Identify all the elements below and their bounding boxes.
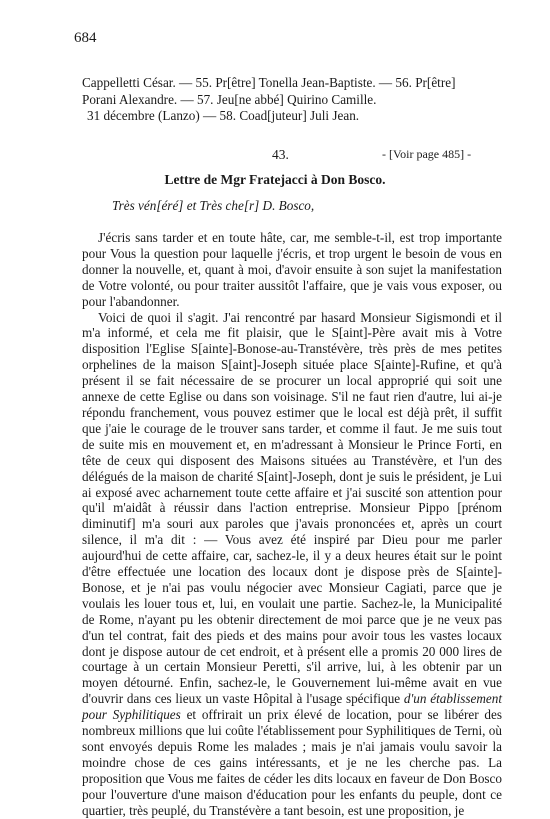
- page-number: 684: [74, 30, 97, 46]
- paragraph-text: Voici de quoi il s'agit. J'ai rencontré par hasard Monsieur Sigismondi et il m'a informé, et cela me fit plaisir, que le S[aint]-Père avait mis à Votre disposition l'Eglise S[ainte]-Bonose-au-Transtévère, très près de mes petites orphelines de la maison S[aint]-Joseph située place S[ainte]-Rufine, et qu'à présent il se fait nécessaire de se procurer un local approprié qui soit une annexe de cette Eglise ou dans son voisinage. S'il ne faut rien d'autre, lui ai-je répondu franchement, vous pouvez estimer que le local est déjà prêt, il suffit que j'aie le courage de le trouver sans tarder, et comme il faut. Je me suis tout de suite mis en mouvement et, en m'adressant à Monsieur le Prince Forti, en tête de ceux qui disposent des Maisons situées au Transtévère, et l'un des délégués de la maison de charité S[aint]-Joseph, dont je suis le président, je Lui ai exposé avec acharnement toute cette affaire et j'ai suscité son attention pour qu'il m'aidât à réussir dans l'action entreprise. Monsieur Pippo [prénom diminutif] m'a souri aux paroles que j'avais prononcées et, après un court silence, il m'a dit : — Vous avez été inspiré par Dieu pour me parler aujourd'hui de cette affaire, car, sachez-le, il y a deux heures était sur le point d'être effectuée une location des locaux dont je dispose près de S[ainte]-Bonose, et je n'ai pas voulu négocier avec Monsieur Cagiati, parce que je voulais les louer tous et, lui, en voulait une partie. Sachez-le, la Municipalité de Rome, n'ayant pu les obtenir directement de moi parce que je ne veux pas d'un tel contrat, fait des pieds et des mains pour avoir tous les vastes locaux dont je dispose autour de cet endroit, et à présent elle a promis 20 000 lires de courtage à un certain Monsieur Peretti, s'il arrive, lui, à les obtenir par un moyen détourné. Enfin, sachez-le, le Gouvernement lui-même avait en vue d'ouvrir dans ces lieux un vaste Hôpital à l'usage spécifique: [82, 309, 502, 707]
- list-line: Porani Alexandre. — 57. Jeu[ne abbé] Quirino Camille.: [82, 91, 377, 107]
- letter-body: [82, 230, 502, 819]
- paragraph: J'écris sans tarder et en toute hâte, car, me semble-t-il, est trop importante pour Vous la question pour laquelle j'écris, et trop urgent le besoin de vous en donner la nouvelle, et, quant à moi, d'avoir ensuite à son sujet la manifestation de Votre volonté, ou pour traiter aussitôt l'affaire, que je vais vous exposer, ou pour l'abandonner.: [82, 230, 502, 309]
- document-number: 43.: [272, 147, 289, 162]
- list-line: Cappelletti César. — 55. Pr[être] Tonella Jean-Baptiste. — 56. Pr[être]: [82, 75, 456, 90]
- ordination-list: [82, 75, 502, 125]
- salutation: Très vén[éré] et Très che[r] D. Bosco,: [112, 198, 315, 213]
- list-line: 31 décembre (Lanzo) — 58. Coad[juteur] Juli Jean.: [87, 108, 360, 123]
- cross-reference: - [Voir page 485] -: [382, 147, 472, 161]
- letter-title: Lettre de Mgr Fratejacci à Don Bosco.: [164, 172, 386, 187]
- paragraph: [82, 310, 502, 819]
- paragraph-text: et offrirait un prix élevé de location, pour se libérer des nombreux millions que lui coûte l'établissement pour Syphilitiques de Terni, où sont envoyés depuis Rome les malades ; mais je n'ai jamais voulu savoir la moindre chose de ces gains intéressants, et je ne les cherche pas. La proposition que Vous me faites de céder les dits locaux en faveur de Don Bosco pour l'ouverture d'une maison d'éducation pour les enfants du peuple, dont ce quartier, très peuplé, du Transtévère a tant besoin, est une proposition, je: [82, 707, 503, 818]
- italic-phrase: d'un établissement pour Syphilitiques: [82, 691, 502, 723]
